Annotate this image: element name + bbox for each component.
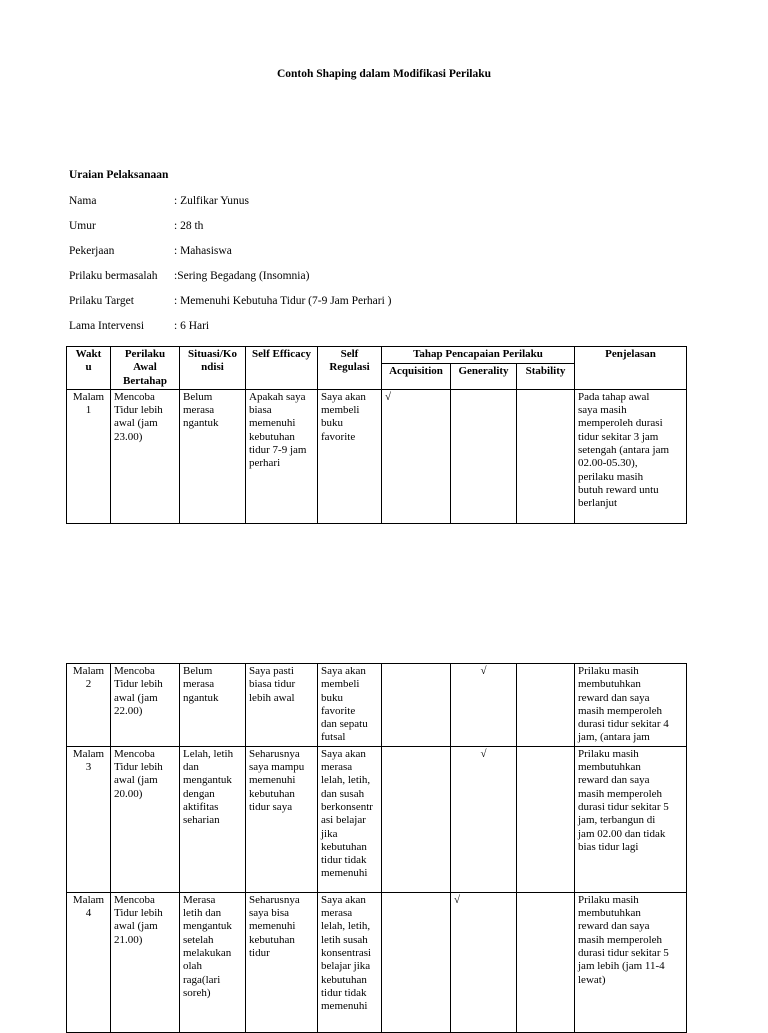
info-value: : 6 Hari (174, 320, 210, 332)
cell-penjelasan: Prilaku masih membutuhkan reward dan saya masih memperoleh durasi tidur sekitar 5 jam, terbangun di jam 02.00 dan tidak bias tidur lagi (575, 746, 687, 892)
header-generality: Generality (451, 364, 517, 390)
info-value: : Zulfikar Yunus (174, 195, 249, 207)
header-self-regulasi: Self Regulasi (318, 347, 382, 390)
cell-self-regulasi: Saya akan merasa lelah, letih, dan susah berkonsentr asi belajar jika kebutuhan tidur tidak memenuhi (318, 746, 382, 892)
cell-situasi: Belum merasa ngantuk (180, 389, 246, 523)
cell-perilaku: Mencoba Tidur lebih awal (jam 22.00) (111, 664, 180, 747)
cell-generality (451, 389, 517, 523)
cell-stability (517, 892, 575, 1032)
header-self-efficacy: Self Efficacy (246, 347, 318, 390)
info-value: : Memenuhi Kebutuha Tidur (7-9 Jam Perhari ) (174, 295, 392, 307)
cell-waktu: Malam 1 (67, 389, 111, 523)
cell-waktu: Malam 3 (67, 746, 111, 892)
cell-stability (517, 746, 575, 892)
cell-self-regulasi: Saya akan membeli buku favorite (318, 389, 382, 523)
cell-perilaku: Mencoba Tidur lebih awal (jam 23.00) (111, 389, 180, 523)
table-row (67, 664, 687, 747)
cell-penjelasan: Prilaku masih membutuhkan reward dan saya masih memperoleh durasi tidur sekitar 5 jam lebih (jam 11-4 lewat) (575, 892, 687, 1032)
cell-self-regulasi: Saya akan membeli buku favorite dan sepatu futsal (318, 664, 382, 747)
header-stability: Stability (517, 364, 575, 390)
info-value: : 28 th (174, 220, 204, 232)
behavior-table-part-2 (66, 663, 687, 1033)
info-value: :Sering Begadang (Insomnia) (174, 270, 310, 282)
cell-generality-check: √ (451, 892, 517, 1032)
cell-self-efficacy: Seharusnya saya bisa memenuhi kebutuhan tidur (246, 892, 318, 1032)
cell-generality-check: √ (451, 746, 517, 892)
page-title: Contoh Shaping dalam Modifikasi Perilaku (276, 68, 492, 80)
header-penjelasan: Penjelasan (575, 347, 687, 390)
header-waktu: Wakt u (67, 347, 111, 390)
cell-perilaku: Mencoba Tidur lebih awal (jam 21.00) (111, 892, 180, 1032)
info-label: Nama (69, 195, 97, 207)
cell-self-regulasi: Saya akan merasa lelah, letih, letih susah konsentrasi belajar jika kebutuhan tidur tidak memenuhi (318, 892, 382, 1032)
cell-acquisition (382, 664, 451, 747)
cell-acquisition-check: √ (382, 389, 451, 523)
info-label: Pekerjaan (69, 245, 115, 257)
header-tahap-pencapaian: Tahap Pencapaian Perilaku (382, 347, 575, 364)
cell-stability (517, 664, 575, 747)
cell-self-efficacy: Seharusnya saya mampu memenuhi kebutuhan tidur saya (246, 746, 318, 892)
cell-penjelasan: Pada tahap awal saya masih memperoleh durasi tidur sekitar 3 jam setengah (antara jam 02.00-05.30), perilaku masih butuh reward untu berlanjut (575, 389, 687, 523)
info-value: : Mahasiswa (174, 245, 232, 257)
cell-waktu: Malam 2 (67, 664, 111, 747)
cell-penjelasan: Prilaku masih membutuhkan reward dan saya masih memperoleh durasi tidur sekitar 4 jam, (antara jam (575, 664, 687, 747)
cell-perilaku: Mencoba Tidur lebih awal (jam 20.00) (111, 746, 180, 892)
cell-situasi: Merasa letih dan mengantuk setelah melakukan olah raga(lari soreh) (180, 892, 246, 1032)
cell-self-efficacy: Saya pasti biasa tidur lebih awal (246, 664, 318, 747)
cell-situasi: Belum merasa ngantuk (180, 664, 246, 747)
cell-situasi: Lelah, letih dan mengantuk dengan aktifitas seharian (180, 746, 246, 892)
behavior-table-part-1 (66, 346, 687, 524)
header-situasi: Situasi/Ko ndisi (180, 347, 246, 390)
cell-acquisition (382, 746, 451, 892)
info-label: Prilaku Target (69, 295, 134, 307)
header-perilaku: Perilaku Awal Bertahap (111, 347, 180, 390)
table-row (67, 892, 687, 1032)
info-label: Prilaku bermasalah (69, 270, 158, 282)
table-row (67, 746, 687, 892)
cell-self-efficacy: Apakah saya biasa memenuhi kebutuhan tidur 7-9 jam perhari (246, 389, 318, 523)
cell-generality-check: √ (451, 664, 517, 747)
info-label: Lama Intervensi (69, 320, 145, 332)
section-heading: Uraian Pelaksanaan (69, 169, 169, 181)
cell-stability (517, 389, 575, 523)
header-acquisition: Acquisition (382, 364, 451, 390)
info-label: Umur (69, 220, 96, 232)
cell-acquisition (382, 892, 451, 1032)
cell-waktu: Malam 4 (67, 892, 111, 1032)
table-row (67, 389, 687, 523)
